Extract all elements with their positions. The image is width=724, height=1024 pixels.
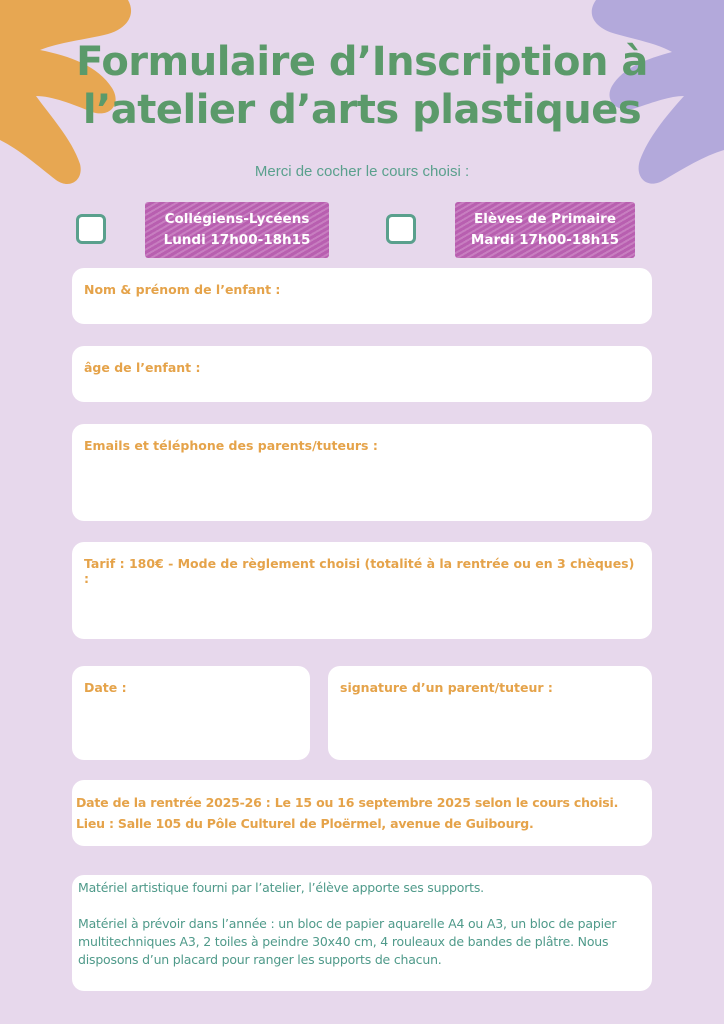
title-line-1: Formulaire d’Inscription à	[76, 39, 648, 85]
payment-field[interactable]	[72, 542, 652, 639]
subtitle: Merci de cocher le cours choisi :	[254, 163, 470, 180]
course-label-college	[145, 202, 329, 258]
course-college-line-1: Collégiens-Lycéens	[164, 211, 310, 227]
start-date-text: Date de la rentrée 2025-26 : Le 15 ou 16 septembre 2025 selon le cours choisi.	[76, 795, 619, 810]
course-label-primary	[455, 202, 635, 258]
title-line-2: l’atelier d’arts plastiques	[82, 87, 642, 133]
date-label: Date :	[84, 680, 127, 695]
materials-provided-text: Matériel artistique fourni par l’atelier, l’élève apporte ses supports.	[78, 880, 484, 895]
child-age-field[interactable]	[72, 346, 652, 402]
child-name-field[interactable]	[72, 268, 652, 324]
child-age-label: âge de l’enfant :	[84, 360, 201, 375]
page-title	[60, 38, 664, 134]
materials-info-box	[72, 875, 652, 991]
payment-label: Tarif : 180€ - Mode de règlement choisi (totalité à la rentrée ou en 3 chèques) :	[84, 556, 635, 586]
parent-contact-label: Emails et téléphone des parents/tuteurs :	[84, 438, 378, 453]
course-primary-line-1: Elèves de Primaire	[473, 211, 616, 227]
course-checkbox-primary[interactable]	[386, 214, 416, 244]
start-date-info-box	[72, 780, 652, 846]
course-primary-line-2: Mardi 17h00-18h15	[470, 232, 620, 248]
child-name-label: Nom & prénom de l’enfant :	[84, 282, 281, 297]
signature-field[interactable]	[328, 666, 652, 760]
signature-label: signature d’un parent/tuteur :	[340, 680, 553, 695]
location-text: Lieu : Salle 105 du Pôle Culturel de Ploërmel, avenue de Guibourg.	[76, 816, 534, 831]
parent-contact-field[interactable]	[72, 424, 652, 521]
materials-to-bring-text: Matériel à prévoir dans l’année : un bloc de papier aquarelle A4 ou A3, un bloc de papier multitechniques A3, 2 toiles à peindre 30x40 cm, 4 rouleaux de bandes de plâtre. Nous disposons d’un placard pour ranger les supports de chacun.	[78, 916, 617, 967]
course-college-line-2: Lundi 17h00-18h15	[163, 232, 311, 248]
course-checkbox-college[interactable]	[76, 214, 106, 244]
date-field[interactable]	[72, 666, 310, 760]
